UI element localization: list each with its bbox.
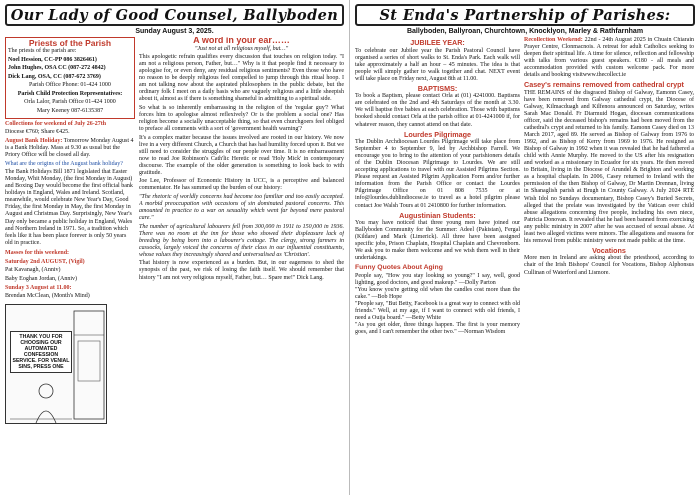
st-endas-masthead — [355, 4, 695, 26]
word-quote: "Just not at all religious myself, but…" — [194, 45, 289, 52]
priests-line: John Hughes, OSA CC (087-272 4842) — [8, 65, 106, 72]
confession-cartoon — [5, 304, 107, 424]
sunday-mass-heading: Sunday 3 August at 11.00: — [5, 284, 72, 291]
jubilee-text: To celebrate our Jubilee year the Parish Pastoral Council have organised a series of short walks to St. Enda's Park. Each walk will take approximately a half an hour – 45 minutes. The idea is that people will simply gather to walk together and chat. NEXT event will take place on Friday next, August 8th at 11.00. — [355, 47, 520, 82]
word-paragraph: This apologetic refrain qualifies every discussion that touches on religion today. "I am not a religious person, Father, but…" Why is it that people find it necessary to apologise for, or even deny, any residual religious sentiments? Even those who have no reason to be deeply religious feel compelled to jump through this ritual hoop. I am not talking now about the aspirated philosophers in the public debate, but the ordinary folk I meet on a daily basis who are vaguely religious and a little sheepish about it, almost as if there is something shameful in admitting to a spiritual side. — [139, 54, 344, 103]
priests-line: Dick Lang, OSA, CC (087-672 3769) — [8, 73, 101, 80]
priests-heading: Priests of the Parish — [28, 38, 112, 48]
augustinian-text: You may have noticed that three young men have joined our Ballyboden Community for the Summer: Adeel (Pakistan), Fergal (Kildare) and Mark (Limerick). All three have been assigned specific jobs, Prison Chaplain, Hospital Chaplain and Chevronborn. We ask you to make them welcome and we wish them well in their undertakings. — [355, 220, 520, 262]
word-paragraph: The number of agricultural labourers fell from 300,000 in 1911 to 150,000 in 1936. There was no room at the inn for those who showed their displeasure lack of breeding by being born into a labourer's cottage. The clergy, strong farmers in cassocks, largely voiced the concerns of their class in our influential constituents, whose values they increasingly shared and universalised as 'Christian'. — [139, 223, 344, 258]
word-paragraph: Joe Lee, Professor of Economic History in UCC, is a perceptive and balanced commentator. He has summed up the burden of our history: — [139, 178, 344, 192]
saturday-mass-intention: Pat Kavanagh, (Anniv) — [5, 267, 61, 274]
priests-line: Mary Keeney 087-6135387 — [36, 107, 104, 114]
bank-holiday-text: Tomorrow Monday August 4 is a Bank Holiday. Mass at 9.30 as usual but the Priory Office will be closed all day. — [5, 138, 134, 159]
funny-quotes-text: People say, "How you stay looking so young?" I say, well, good lighting, good doctors, and good makeup." —Dolly Parton "You know you're getting old when the candles cost more than the cake." —Bob Hope "People say, "But Betty, Facebook is a great way to connect with old friends." Well, at my age, if I want to connect with old friends, I need a Ouija board." —Betty White "As you get older, three things happen. The first is your memory goes, and I can't remember the other two." —Norman Wisdom — [355, 272, 520, 336]
augustinian-heading: Augustinian Students: — [399, 210, 476, 220]
recollection-heading: Recollection Weekend: — [524, 37, 583, 43]
funny-quotes-heading: Funny Quotes About Aging — [355, 264, 443, 272]
ballyboden-masthead — [5, 4, 344, 26]
word-paragraph: "The rhetoric of worldly concerns had become too familiar and too easily accepted. A morbid preoccupation with occasions of sin dominated pastoral concerns. This amounted in practice to a war on sexuality which went far beyond mere pastoral care." — [139, 193, 344, 222]
collections-text: Diocese €760; Share €425. — [5, 129, 70, 136]
priests-line: Orla Lalor, Parish Office 01-424 1000 — [24, 99, 116, 106]
baptisms-heading: BAPTISMS: — [417, 83, 458, 93]
saturday-mass-heading: Saturday 2nd AUGUST, (Vigil) — [5, 258, 85, 265]
origins-text: The Bank Holidays Bill 1871 legislated that Easter Monday, Whit Monday, (the first Monday in August) and Boxing Day would become the first official bank holidays in England, Wales and Ireland. Scotland, meanwhile, would celebrate New Year's Day, Good Friday, the first Monday in May, the first Monday in August and Christmas Day. Surprisingly, New Year's Day only became a public holiday in England, Wales and Northern Ireland in 1971. So, a tradition which feels like it has been place forever is only 50 years old in practice. — [5, 169, 133, 246]
parishes-subline: Ballyboden, Ballyroan, Churchtown, Knocklyon, Marley & Rathfarnham — [406, 28, 644, 35]
masses-heading: Masses for this weekend: — [5, 249, 70, 256]
newsletter-date: Sunday August 3, 2025. — [135, 28, 214, 35]
jubilee-heading: JUBILEE YEAR: — [410, 38, 465, 47]
collections-heading: Collections for weekend of July 26-27th — [5, 120, 107, 127]
word-paragraph: So what is so inherently embarrassing in the religion of the 'regular guy'? What forces him to apologise almost reflexively? Or is the problem a social one? Has religion become a socially unacceptable thing, so that even churchgoers feel obliged to preface all comments with a sort of 'government health warning'? — [139, 104, 344, 133]
word-in-your-ear-column — [139, 37, 344, 482]
vocations-text: More men in Ireland are asking about the priesthood, according to chair of the Irish Bishops' Council for Vocations, Bishop Alphonsus Cullinan of Waterford and Lismore. — [524, 255, 694, 276]
st-endas-masthead-title: St Enda's Partnership of Parishes: — [379, 6, 671, 24]
casey-text: THE REMAINS of the disgraced Bishop of Galway, Eamonn Casey, have been removed from Galway cathedral crypt, the Diocese of Galway, Kilmacduagh and Kilfenora announced on Saturday, writes Sarah Mac Donald. Fr Diarmuid Hogan, diocesan communications officer, said the deceased bishop's remains had been moved from the cathedral's crypt and returned to his family. Eamonn Casey died on 13 March 2017, aged 89. He served as Bishop of Galway from 1976 to 1992, and as Bishop of Kerry from 1969 to 1976. He resigned as Bishop of Galway in 1992 when it was revealed that he had fathered a child with Annie Murphy. He moved to the US after his resignation and worked as a missionary in Ecuador for six years. He then moved to Britain, living in the Diocese of Arundel & Brighton and working as a hospital chaplain. In 2006, Casey returned to Ireland with the permission of the then Bishop of Galway, Dr Martin Drennan, living in Shanaglish parish at Brugh in County Galway. A July 2024 RTÉ Wish Idol no Sundays documentary, Bishop Casey's Buried Secrets, alleged that the prelate was investigated by the Vatican over child abuse allegations concerning five people, including his own niece, Patricia Donovan. It revealed that he had been banned from exercising any public ministry in 2007 after he was accused of sexual abuse. At least two alleged victims were minors. The allegations and reasons for his removal from public ministry were not made public at the time. — [524, 89, 694, 244]
ballyboden-masthead-title: Our Lady of Good Counsel, Ballyboden — [10, 6, 339, 24]
lourdes-text: The Dublin Archdiocesan Lourdes Pilgrimage will take place from September 4 to September 9, led by Archbishop Farrell. We encourage you to bring to the attention of your parishioners details of the Dublin Diocesan Pilgrimage to Lourdes. We are still accepting applications to travel with our Assisted Pilgrims Section. Please request an Assisted Pilgrim Application Form and/or further information from the Parish Office or contact the Lourdes Pilgrimage Office on 01 808 7535 or at info@lourdes.dublindiocese.ie to travel as a hotel pilgrim please contact Joe Walsh Tours at 01 2410800 for further information. — [355, 139, 520, 209]
cartoon-sign-text: THANK YOU FOR CHOOSING OUR AUTOMATED CONFESSION SERVICE. FOR VENIAL SINS, PRESS ONE — [10, 331, 72, 373]
priests-line: The priests of the parish are: — [8, 48, 77, 55]
lourdes-heading: Lourdes Pilgrimage — [403, 129, 472, 139]
st-endas-column-two — [524, 37, 694, 482]
priests-line: Parish Office Phone: 01-424 1000 — [29, 82, 111, 89]
left-page-column-one — [5, 37, 135, 482]
baptisms-text: To book a Baptism, please contact Orla at (01) 4241000. Baptisms are celebrated on the 2nd and 4th Saturdays of the month at 3.30. We will baptise five babies at each celebration. Those with baptisms booked should contact Orla at the parish office at 01-4241000 if, for whatever reason, they cannot attend on that date. — [355, 93, 520, 128]
st-endas-column-one — [355, 37, 520, 482]
sunday-mass-intention: Brendan McClean, (Month's Mind) — [5, 293, 90, 300]
word-paragraph: It's a complex matter because the issues involved are rooted in our history. We now live in a very different Church, a Church that has had humility forced upon it. But we still need to consider the struggles of our people over time. It is no embarrassment now to read Joe Robinson's Cath'lic Heretic or read 'Holy Mick' in contemporary discourse. The example of the older generation is something to look back to with gratitude. — [139, 134, 344, 176]
recollection-text: 22nd - 24th August 2025 in Chuain Chiarain Prayer Centre, Clonmacnois. A retreat for adult Catholics seeking to deepen their spiritual life. A time for silence, reflection and fellowship with talks from various guest speakers. €180 - all meals and accommodation provided with custom welcome pack. For more details and booking visitwww.thecollect.ie — [524, 37, 694, 79]
word-paragraph: That history is now experienced as a burden. But, in our eagerness to shed the synopsis of the past, we risk of losing the faith itself. We should remember that history "I am not very religious myself, Father, but… Spare me!" Dick Lang. — [139, 260, 344, 281]
saturday-mass-intention: Baby Eoghan Jordan, (Anniv) — [5, 275, 77, 282]
vocations-heading: Vocations — [592, 245, 626, 255]
priests-line: Parish Child Protection Representatives: — [17, 90, 123, 97]
priests-box — [5, 37, 135, 119]
word-in-your-ear-heading: A word in your ear…… — [193, 37, 290, 45]
bank-holiday-heading: August Bank Holiday: — [5, 138, 63, 145]
st-endas-newsletter-page — [350, 0, 700, 495]
priests-line: Noel Hession, CC-PP 086 3826461) — [8, 56, 97, 63]
origins-heading: What are the origins of the August bank holiday? — [5, 160, 123, 167]
casey-heading: Casey's remains removed from cathedral crypt — [524, 80, 684, 90]
